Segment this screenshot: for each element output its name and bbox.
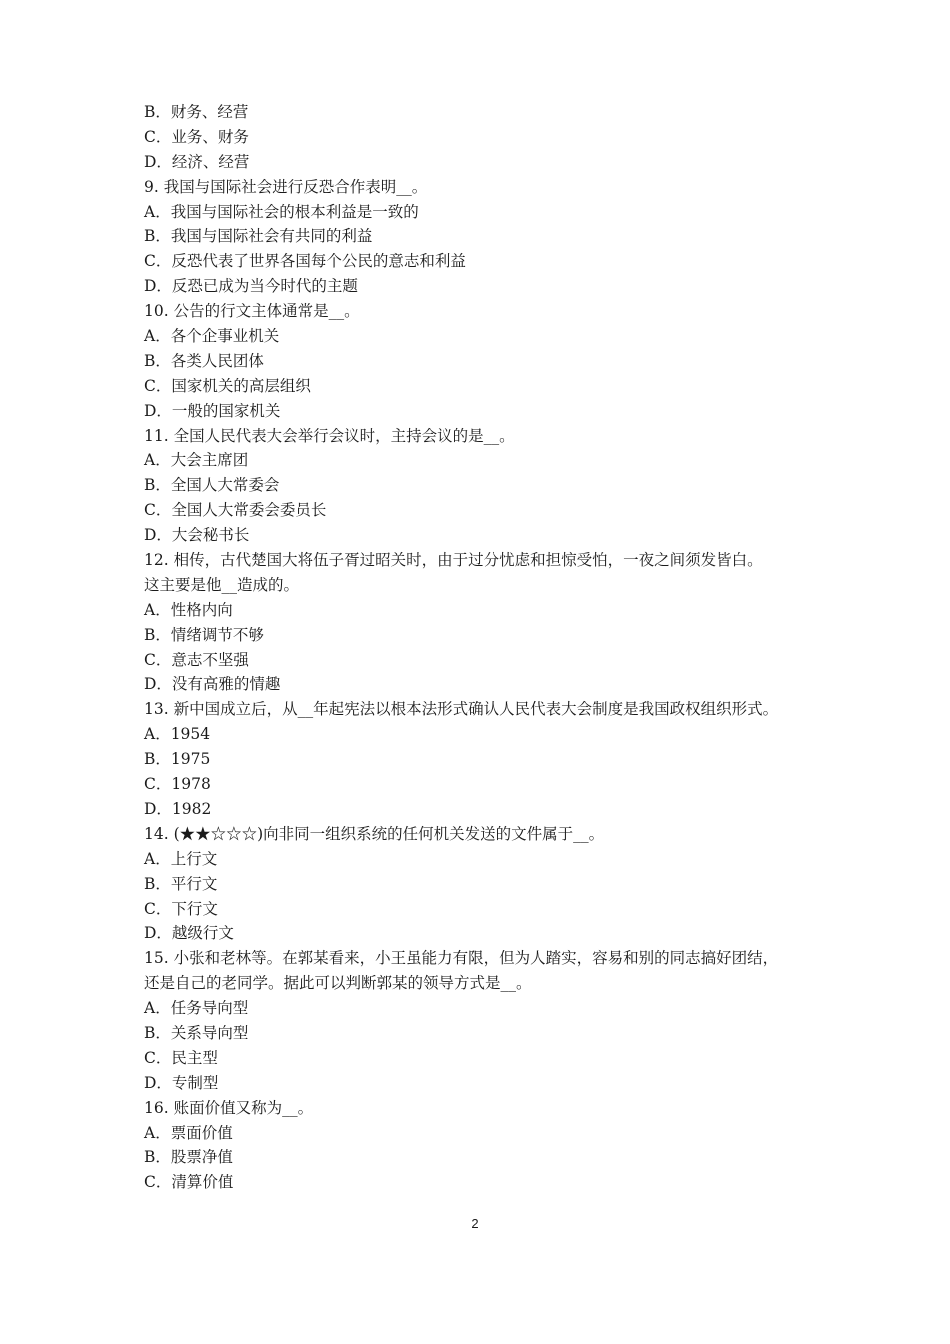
document-body [144, 100, 824, 1195]
text-line: C．反恐代表了世界各国每个公民的意志和利益 [144, 252, 466, 271]
text-line: D．1982 [144, 799, 212, 818]
text-line: A．性格内向 [144, 600, 233, 619]
question-line: 11. 全国人民代表大会举行会议时，主持会议的是__。 [144, 426, 515, 445]
text-line: C．意志不坚强 [144, 650, 249, 669]
text-line: B．股票净值 [144, 1148, 233, 1167]
text-line: C．1978 [144, 775, 211, 794]
text-line: D．越级行文 [144, 924, 234, 943]
text-line: B．情绪调节不够 [144, 625, 264, 644]
question-line: 13. 新中国成立后，从__年起宪法以根本法形式确认人民代表大会制度是我国政权组织形式。 [144, 700, 779, 719]
text-line: B．财务、经营 [144, 103, 249, 121]
text-line: B．我国与国际社会有共同的利益 [144, 227, 373, 246]
question-line: 这主要是他__造成的。 [144, 575, 300, 594]
text-line: A．票面价值 [144, 1123, 233, 1142]
text-line: D．没有高雅的情趣 [144, 675, 281, 694]
question-line: 15. 小张和老林等。在郭某看来，小王虽能力有限，但为人踏实，容易和别的同志搞好团结， [144, 949, 779, 968]
text-line: C．清算价值 [144, 1173, 234, 1192]
text-line: A．任务导向型 [144, 999, 249, 1018]
text-line: C．全国人大常委会委员长 [144, 501, 327, 520]
text-line: C．下行文 [144, 899, 218, 918]
text-line: D．反恐已成为当今时代的主题 [144, 277, 358, 296]
text-line: D．一般的国家机关 [144, 401, 281, 420]
question-line: 14. (★★☆☆☆)向非同一组织系统的任何机关发送的文件属于__。 [144, 824, 605, 843]
text-line: A．各个企事业机关 [144, 327, 280, 346]
text-line: C．业务、财务 [144, 127, 249, 146]
text-line: A．1954 [144, 725, 211, 744]
text-line: A．大会主席团 [144, 451, 249, 470]
question-line: 还是自己的老同学。据此可以判断郭某的领导方式是__。 [144, 974, 532, 993]
text-line: D．大会秘书长 [144, 526, 250, 545]
text-line: C．国家机关的高层组织 [144, 376, 311, 395]
text-line: B．平行文 [144, 874, 218, 893]
text-line: D．专制型 [144, 1073, 219, 1092]
text-line: B．1975 [144, 750, 211, 769]
text-line: B．关系导向型 [144, 1023, 249, 1042]
text-line: D．经济、经营 [144, 152, 250, 171]
text-line: B．全国人大常委会 [144, 476, 280, 495]
question-line: 9. 我国与国际社会进行反恐合作表明__。 [144, 177, 428, 196]
page-number: 2 [471, 1216, 479, 1231]
text-line: B．各类人民团体 [144, 351, 264, 370]
question-line: 10. 公告的行文主体通常是__。 [144, 302, 360, 321]
text-line: A．上行文 [144, 849, 218, 868]
text-line: A．我国与国际社会的根本利益是一致的 [144, 202, 419, 221]
text-line: C．民主型 [144, 1048, 218, 1067]
question-line: 16. 账面价值又称为__。 [144, 1098, 314, 1117]
question-line: 12. 相传，古代楚国大将伍子胥过昭关时，由于过分忧虑和担惊受怕，一夜之间须发皆白。 [144, 551, 763, 570]
